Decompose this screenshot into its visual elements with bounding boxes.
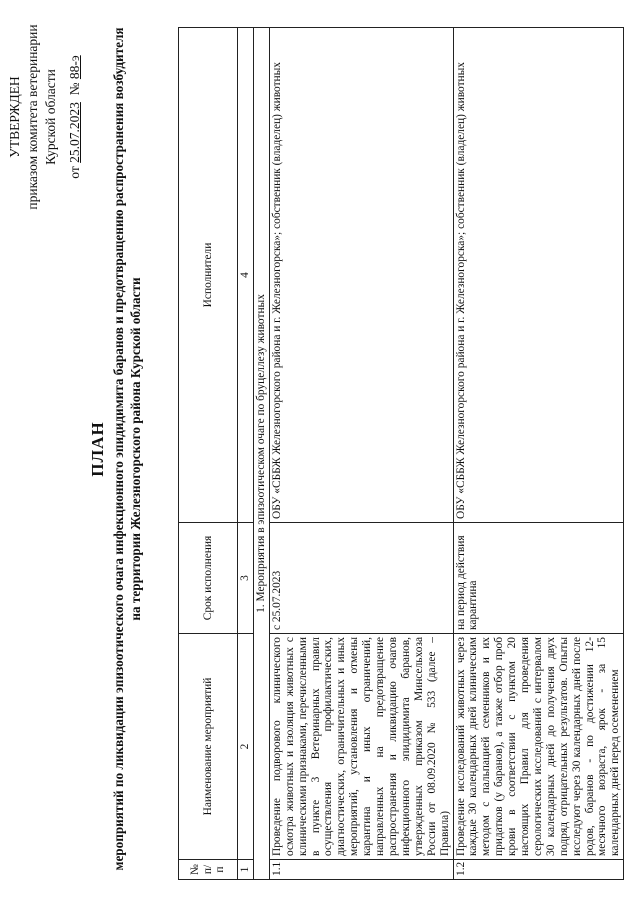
document-title (88, 24, 144, 874)
column-number: 3 (238, 523, 254, 634)
approval-heading: УТВЕРЖДЕН (7, 76, 22, 158)
approval-date-line (66, 10, 84, 224)
plan-subtitle: мероприятий по ликвидации эпизоотического очага инфекционного эпидидимита баранов и предотвращению распространения возбудителя на территории Железногорского района Курской области (111, 27, 143, 871)
approval-order-line: приказом комитета ветеринарии (25, 24, 40, 210)
approval-from: от (67, 166, 82, 179)
column-number-row (238, 28, 254, 880)
header-name: Наименование мероприятий (179, 634, 238, 860)
table-row (453, 28, 624, 880)
approval-number: 88-э (67, 55, 82, 80)
table-row (269, 28, 453, 880)
row-executors: ОБУ «СББЖ Железногорского района и г. Железногорска»; собственник (владелец) животных (269, 28, 453, 523)
section-row (253, 28, 269, 880)
row-num: 1.1 (269, 860, 453, 880)
plan-heading: ПЛАН (88, 421, 107, 477)
table-header-row (179, 28, 238, 880)
column-number: 4 (238, 28, 254, 523)
approval-region-line: Курской области (43, 69, 58, 165)
plan-table (178, 27, 624, 880)
approval-number-sign: № (67, 82, 82, 96)
column-number: 1 (238, 860, 254, 880)
section-title: 1. Мероприятия в эпизоотическом очаге по бруцеллезу животных (253, 28, 269, 880)
row-term: на период действия карантина (453, 523, 624, 634)
row-num: 1.2 (453, 860, 624, 880)
approval-stamp (6, 10, 84, 224)
row-executors: ОБУ «СББЖ Железногорского района и г. Железногорска»; собственник (владелец) животных (453, 28, 624, 523)
column-number: 2 (238, 634, 254, 860)
header-executors: Исполнители (179, 28, 238, 523)
row-measure: Проведение исследований животных через каждые 30 календарных дней клиническим методом с пальпацией семенников и их придатков (у баранов), а также отбор проб крови в соответствии с пунктом 20 настоящих Правил для проведения серологических исследований с интервалом 30 календарных дней до получения двух подряд отрицательных результатов. Опыты исследуют через 30 календарных дней после родов, баранов - по достижении 12-месячного возраста, ярок - за 15 календарных дней перед осеменением (453, 634, 624, 860)
row-measure: Проведение подворового клинического осмотра животных и изоляция животных с клиническими признаками, перечисленными в пункте 3 Ветеринарных правил осуществления профилактических, диагностических, ограничительных и иных мероприятий, установления и отмены карантина и иных ограничений, направленных на предотвращение распространения и ликвидацию очагов инфекционного эпидидимита баранов, утвержденных приказом Минсельхоза России от 08.09.2020 № 533 (далее – Правила) (269, 634, 453, 860)
header-num: № п/п (179, 860, 238, 880)
approval-date: 25.07.2023 (67, 102, 82, 163)
header-term: Срок исполнения (179, 523, 238, 634)
row-term: с 25.07.2023 (269, 523, 453, 634)
